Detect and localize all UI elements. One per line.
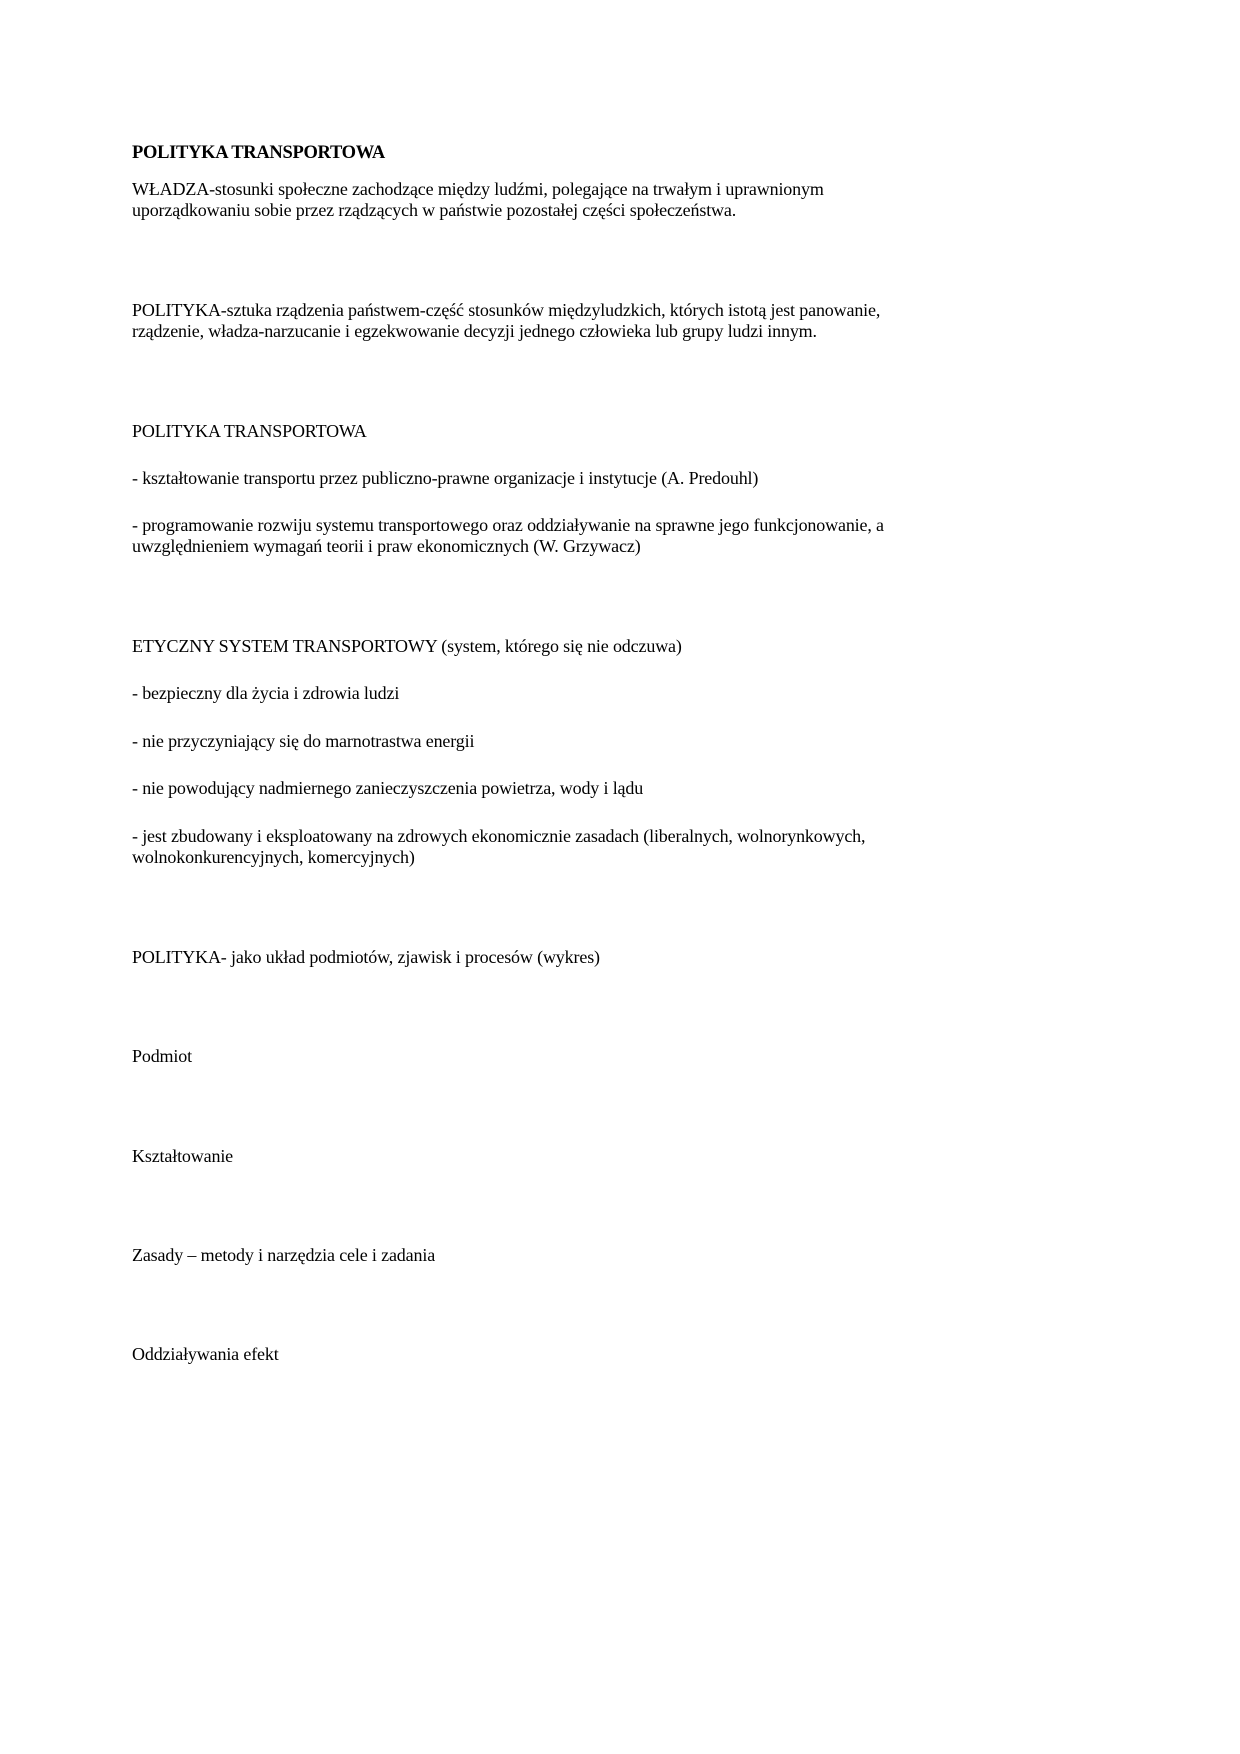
wladza-line-1: WŁADZA-stosunki społeczne zachodzące między ludźmi, polegające na trwałym i uprawnionym bbox=[132, 179, 824, 199]
diagram-label-podmiot: Podmiot bbox=[132, 1046, 192, 1066]
list-item-continued: wolnokonkurencyjnych, komercyjnych) bbox=[132, 847, 415, 867]
polityka-line-2: rządzenie, władza-narzucanie i egzekwowanie decyzji jednego człowieka lub grupy ludzi innym. bbox=[132, 321, 817, 341]
section-heading: POLITYKA- jako układ podmiotów, zjawisk i procesów (wykres) bbox=[132, 947, 600, 967]
diagram-label-ksztaltowanie: Kształtowanie bbox=[132, 1146, 234, 1166]
section-heading: POLITYKA TRANSPORTOWA bbox=[132, 421, 367, 441]
diagram-label-zasady: Zasady – metody i narzędzia cele i zadania bbox=[132, 1245, 436, 1265]
list-item: - jest zbudowany i eksploatowany na zdrowych ekonomicznie zasadach (liberalnych, wolnorynkowych, bbox=[132, 826, 866, 846]
section-heading: ETYCZNY SYSTEM TRANSPORTOWY (system, którego się nie odczuwa) bbox=[132, 636, 682, 656]
list-item: - nie przyczyniający się do marnotrastwa energii bbox=[132, 731, 475, 751]
list-item: - nie powodujący nadmiernego zanieczyszczenia powietrza, wody i lądu bbox=[132, 778, 644, 798]
definition-item-continued: uwzględnieniem wymagań teorii i praw ekonomicznych (W. Grzywacz) bbox=[132, 536, 641, 556]
diagram-label-oddzialywania: Oddziaływania efekt bbox=[132, 1344, 279, 1364]
list-item: - bezpieczny dla życia i zdrowia ludzi bbox=[132, 683, 400, 703]
polityka-line-1: POLITYKA-sztuka rządzenia państwem-część stosunków międzyludzkich, których istotą jest panowanie, bbox=[132, 300, 881, 320]
definition-item: - programowanie rozwiju systemu transportowego oraz oddziaływanie na sprawne jego funkcjonowanie, a bbox=[132, 515, 884, 535]
definition-item: - kształtowanie transportu przez publiczno-prawne organizacje i instytucje (A. Predouhl) bbox=[132, 468, 759, 488]
wladza-line-2: uporządkowaniu sobie przez rządzących w państwie pozostałej części społeczeństwa. bbox=[132, 200, 737, 220]
document-title: POLITYKA TRANSPORTOWA bbox=[132, 143, 385, 163]
